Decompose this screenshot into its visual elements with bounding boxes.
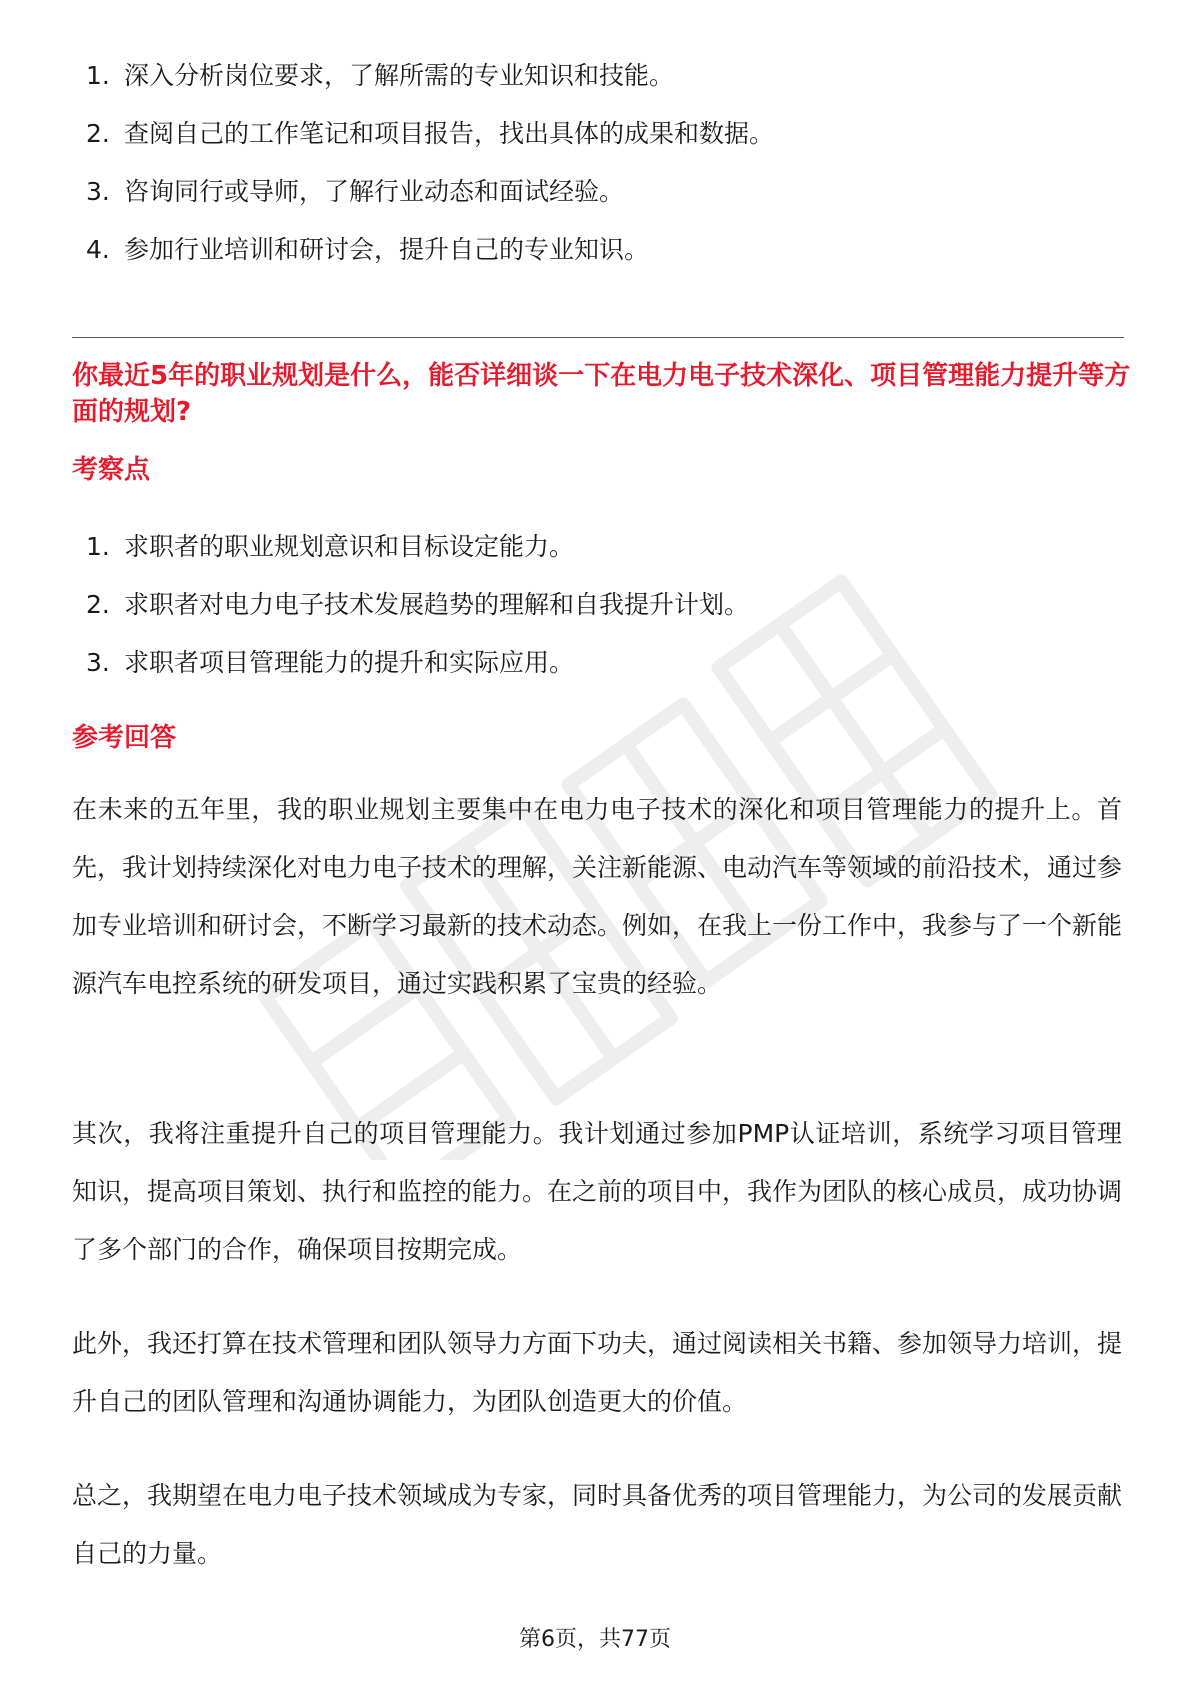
list-item-text: 求职者项目管理能力的提升和实际应用。: [124, 648, 575, 677]
list-item-number: 3.: [86, 648, 110, 677]
list-item-text: 咨询同行或导师，了解行业动态和面试经验。: [124, 177, 625, 206]
list-item-text: 深入分析岗位要求，了解所需的专业知识和技能。: [124, 61, 675, 90]
list-item-text: 参加行业培训和研讨会，提升自己的专业知识。: [124, 235, 650, 264]
focus-label: 考察点: [72, 455, 151, 485]
question-heading: 你最近5年的职业规划是什么，能否详细谈一下在电力电子技术深化、项目管理能力提升等方面的规划?: [72, 361, 1131, 427]
list-item-text: 查阅自己的工作笔记和项目报告，找出具体的成果和数据。: [124, 119, 775, 148]
answer-paragraph: 总之，我期望在电力电子技术领域成为专家，同时具备优秀的项目管理能力，为公司的发展贡献自己的力量。: [72, 1481, 1123, 1568]
answer-paragraph: 此外，我还打算在技术管理和团队领导力方面下功夫，通过阅读相关书籍、参加领导力培训，提升自己的团队管理和沟通协调能力，为团队创造更大的价值。: [72, 1329, 1123, 1416]
list-item-number: 1.: [86, 532, 110, 561]
list-item-number: 4.: [86, 235, 110, 264]
section-divider: [72, 337, 1124, 338]
answer-paragraph: 在未来的五年里，我的职业规划主要集中在电力电子技术的深化和项目管理能力的提升上。首先，我计划持续深化对电力电子技术的理解，关注新能源、电动汽车等领域的前沿技术，通过参加专业培训和研讨会，不断学习最新的技术动态。例如，在我上一份工作中，我参与了一个新能源汽车电控系统的研发项目，通过实践积累了宝贵的经验。: [72, 795, 1123, 998]
answer-label: 参考回答: [72, 723, 177, 753]
page-number-footer: 第6页，共77页: [519, 1627, 671, 1652]
list-item-number: 3.: [86, 177, 110, 206]
list-item-number: 2.: [86, 590, 110, 619]
list-item-number: 1.: [86, 61, 110, 90]
list-item-text: 求职者对电力电子技术发展趋势的理解和自我提升计划。: [124, 590, 750, 619]
list-item-text: 求职者的职业规划意识和目标设定能力。: [124, 532, 575, 561]
list-item-number: 2.: [86, 119, 110, 148]
answer-paragraph: 其次，我将注重提升自己的项目管理能力。我计划通过参加PMP认证培训，系统学习项目管理知识，提高项目策划、执行和监控的能力。在之前的项目中，我作为团队的核心成员，成功协调了多个部门的合作，确保项目按期完成。: [72, 1119, 1123, 1264]
